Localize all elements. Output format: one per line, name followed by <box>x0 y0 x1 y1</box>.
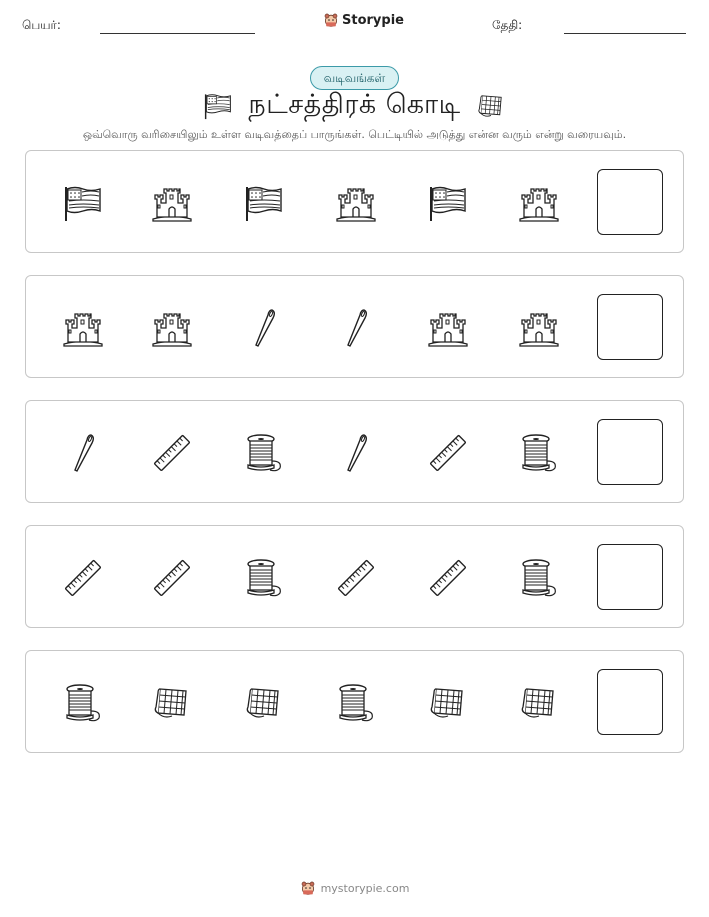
name-line[interactable] <box>100 33 255 34</box>
quilt-icon <box>242 681 286 725</box>
answer-box[interactable] <box>597 294 663 360</box>
castle-icon <box>61 306 105 350</box>
instructions: ஒவ்வொரு வரிசையிலும் உள்ள வடிவத்தைப் பாருங்கள். பெட்டியில் அடுத்து என்ன வரும் என்று வரையவும். <box>82 128 627 141</box>
flag-icon <box>202 90 234 122</box>
flag-icon <box>426 181 470 225</box>
footer <box>0 880 709 896</box>
needle-icon <box>242 306 286 350</box>
flag-icon <box>242 181 286 225</box>
spool-icon <box>334 681 378 725</box>
quilt-icon <box>475 90 507 122</box>
needle-icon <box>61 431 105 475</box>
quilt-icon <box>150 681 194 725</box>
answer-box[interactable] <box>597 544 663 610</box>
ruler-icon <box>334 556 378 600</box>
page-title: நட்சத்திரக் கொடி <box>248 88 461 120</box>
ruler-icon <box>426 556 470 600</box>
castle-icon <box>150 181 194 225</box>
brand-name: Storypie <box>342 12 404 28</box>
spool-icon <box>517 556 561 600</box>
castle-icon <box>517 306 561 350</box>
pattern-row-4 <box>25 525 684 628</box>
ruler-icon <box>426 431 470 475</box>
pattern-row-5 <box>25 650 684 753</box>
pattern-row-2 <box>25 275 684 378</box>
footer-url: mystorypie.com <box>320 881 410 895</box>
spool-icon <box>517 431 561 475</box>
date-label: தேதி: <box>492 18 523 32</box>
answer-box[interactable] <box>597 669 663 735</box>
needle-icon <box>334 431 378 475</box>
spool-icon <box>61 681 105 725</box>
castle-icon <box>334 181 378 225</box>
brand-logo <box>323 12 404 28</box>
mascot-icon <box>300 880 316 896</box>
spool-icon <box>242 556 286 600</box>
title-row <box>0 90 709 122</box>
castle-icon <box>426 306 470 350</box>
mascot-icon <box>323 12 339 28</box>
flag-icon <box>61 181 105 225</box>
castle-icon <box>150 306 194 350</box>
name-label: பெயர்: <box>22 18 61 32</box>
topic-badge: வடிவங்கள் <box>310 66 399 90</box>
pattern-row-3 <box>25 400 684 503</box>
quilt-icon <box>426 681 470 725</box>
spool-icon <box>242 431 286 475</box>
date-line[interactable] <box>564 33 686 34</box>
answer-box[interactable] <box>597 169 663 235</box>
pattern-row-1 <box>25 150 684 253</box>
answer-box[interactable] <box>597 419 663 485</box>
ruler-icon <box>150 556 194 600</box>
needle-icon <box>334 306 378 350</box>
quilt-icon <box>517 681 561 725</box>
castle-icon <box>517 181 561 225</box>
ruler-icon <box>150 431 194 475</box>
ruler-icon <box>61 556 105 600</box>
